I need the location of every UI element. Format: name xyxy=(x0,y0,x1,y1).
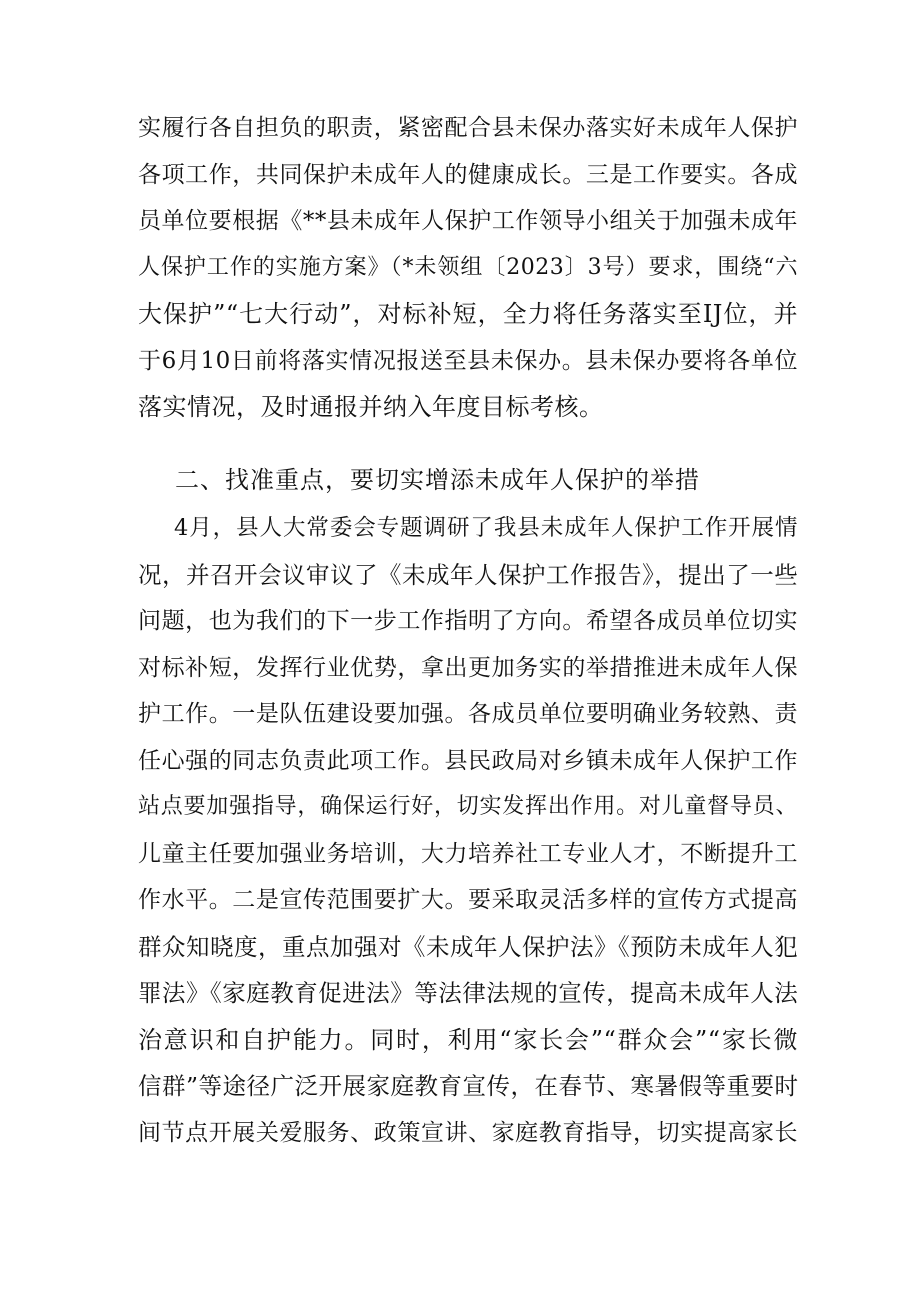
text-line: 况，并召开会议审议了《未成年人保护工作报告》，提出了一些 xyxy=(138,560,799,589)
text-line: 作水平。二是宣传范围要扩大。要采取灵活多样的宣传方式提高 xyxy=(138,887,798,913)
text-line: 于6月10日前将落实情况报送至县未保办。县未保办要将各单位 xyxy=(138,347,798,374)
text-line: 信群”等途径广泛开展家庭教育宣传，在春节、寒暑假等重要时 xyxy=(138,1072,799,1100)
text-line: 问题，也为我们的下一步工作指明了方向。希望各成员单位切实 xyxy=(138,608,798,634)
text-line: 大保护”“七大行动”，对标补短，全力将任务落实至IJ位，并 xyxy=(138,300,798,328)
text-line-indented: 4月，县人大常委会专题调研了我县未成年人保护工作开展情 xyxy=(174,515,798,541)
text-line: 群众知晓度，重点加强对《未成年人保护法》《预防未成年人犯 xyxy=(138,932,799,961)
text-line: 人保护工作的实施方案》（*未领组〔2023〕3号）要求，围绕“六 xyxy=(138,254,798,280)
text-line: 任心强的同志负责此项工作。县民政局对乡镇未成年人保护工作 xyxy=(138,747,798,774)
text-line: 站点要加强指导，确保运行好，切实发挥出作用。对儿童督导员、 xyxy=(138,794,798,819)
paragraph-continued xyxy=(138,105,798,431)
paragraph-section-two xyxy=(138,505,798,1156)
text-line: 治意识和自护能力。同时，利用“家长会”“群众会”“家长微 xyxy=(138,1025,798,1054)
text-line: 间节点开展关爱服务、政策宣讲、家庭教育指导，切实提高家长 xyxy=(138,1119,798,1146)
text-line: 对标补短，发挥行业优势，拿出更加务实的举措推进未成年人保 xyxy=(138,654,798,681)
text-line: 护工作。一是队伍建设要加强。各成员单位要明确业务较熟、责 xyxy=(138,701,798,727)
text-line: 各项工作，共同保护未成年人的健康成长。三是工作要实。各成 xyxy=(138,161,798,188)
text-line: 实履行各自担负的职责，紧密配合县未保办落实好未成年人保护 xyxy=(138,115,798,141)
text-line: 儿童主任要加强业务培训，大力培养社工专业人才，不断提升工 xyxy=(138,840,798,867)
text-line: 员单位要根据《**县未成年人保护工作领导小组关于加强未成年 xyxy=(138,208,798,234)
text-line: 罪法》《家庭教育促进法》等法律法规的宣传，提高未成年人法 xyxy=(138,979,799,1007)
text-line: 落实情况，及时通报并纳入年度目标考核。 xyxy=(138,393,604,421)
section-heading: 二、找准重点，要切实增添未成年人保护的举措 xyxy=(175,466,700,494)
